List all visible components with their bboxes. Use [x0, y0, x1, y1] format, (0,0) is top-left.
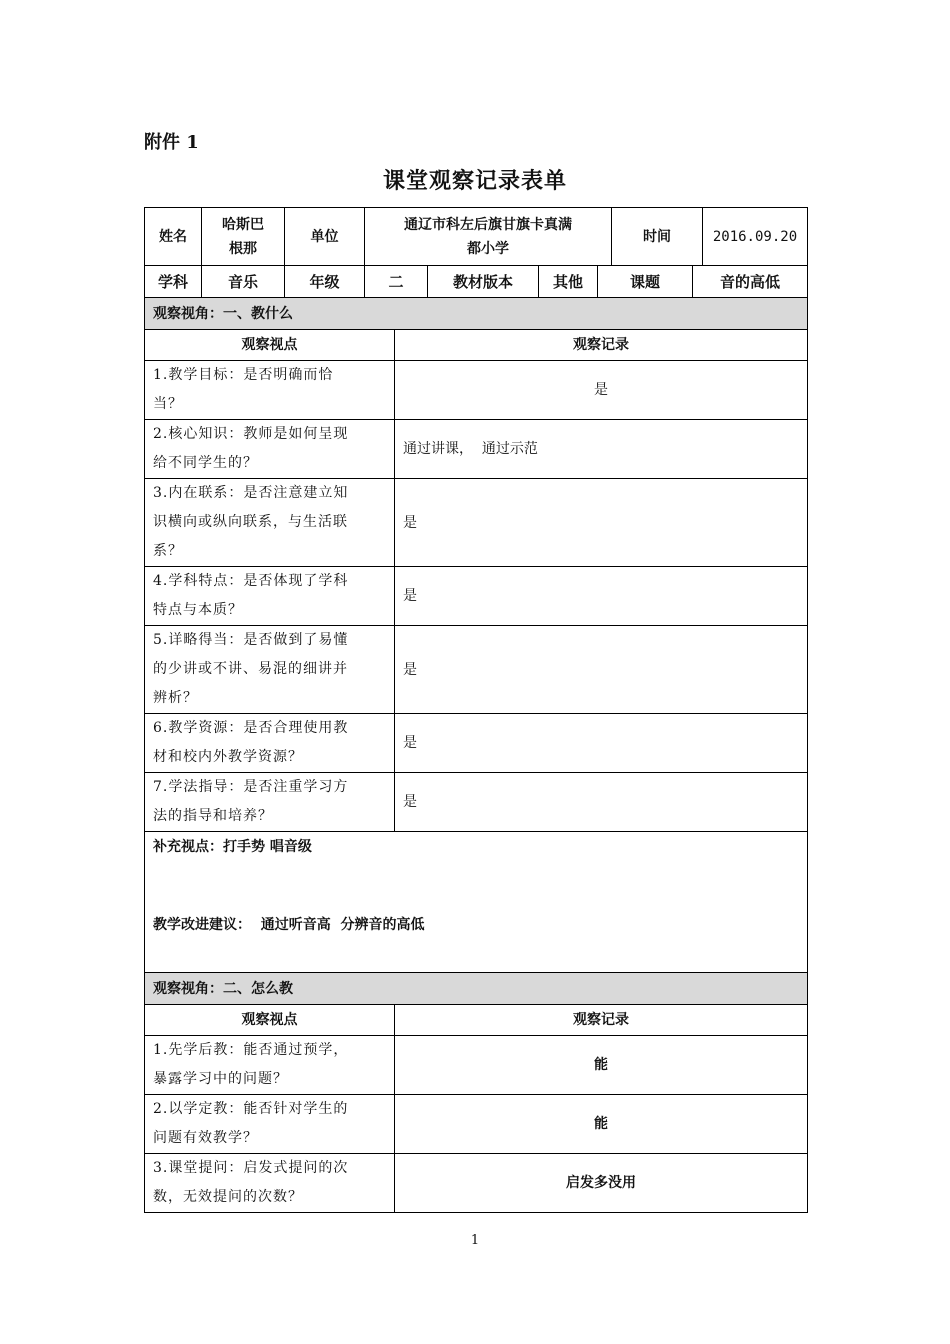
table-row [145, 1154, 808, 1213]
observation-record: 是 [395, 626, 808, 714]
unit-label: 单位 [285, 208, 365, 266]
section1-col-point: 观察视点 [145, 330, 395, 361]
time-value: 2016.09.20 [703, 208, 808, 266]
table-row [145, 714, 808, 773]
observation-record: 能 [395, 1095, 808, 1154]
observation-record: 通过讲课， 通过示范 [395, 420, 808, 479]
table-row [145, 361, 808, 420]
observation-point: 6.教学资源：是否合理使用教 材和校内外教学资源？ [145, 714, 395, 773]
observation-table [144, 297, 808, 1213]
supplement-text: 补充视点：打手势 唱音级 [153, 839, 312, 855]
time-label: 时间 [612, 208, 703, 266]
observation-point: 1.教学目标：是否明确而恰 当？ [145, 361, 395, 420]
grade-label: 年级 [285, 266, 365, 298]
unit-value: 通辽市科左后旗甘旗卡真满 都小学 [365, 208, 612, 266]
observation-point: 4.学科特点：是否体现了学科 特点与本质？ [145, 567, 395, 626]
observation-point: 1.先学后教：能否通过预学， 暴露学习中的问题？ [145, 1036, 395, 1095]
observation-point: 2.核心知识：教师是如何呈现 给不同学生的？ [145, 420, 395, 479]
observation-point: 7.学法指导：是否注重学习方 法的指导和培养？ [145, 773, 395, 832]
grade-value: 二 [365, 266, 428, 298]
document-title: 课堂观察记录表单 [382, 168, 567, 194]
section2-col-record: 观察记录 [395, 1005, 808, 1036]
textbook-label: 教材版本 [428, 266, 539, 298]
table-row [145, 420, 808, 479]
page-number: 1 [470, 1233, 480, 1248]
observation-point: 3.内在联系：是否注意建立知 识横向或纵向联系，与生活联 系？ [145, 479, 395, 567]
topic-value: 音的高低 [693, 266, 808, 298]
section1-col-record: 观察记录 [395, 330, 808, 361]
info-table-row2 [144, 265, 808, 298]
section2-col-point: 观察视点 [145, 1005, 395, 1036]
name-label: 姓名 [145, 208, 202, 266]
table-row [145, 773, 808, 832]
observation-record: 是 [395, 773, 808, 832]
section2-title: 观察视角：二、怎么教 [145, 973, 808, 1005]
observation-record: 是 [395, 479, 808, 567]
observation-record: 是 [395, 714, 808, 773]
observation-record: 启发多没用 [395, 1154, 808, 1213]
table-row [145, 567, 808, 626]
observation-point: 2.以学定教：能否针对学生的 问题有效教学？ [145, 1095, 395, 1154]
info-table [144, 207, 808, 266]
supplement-cell [145, 832, 808, 973]
attachment-label: 附件 1 [144, 132, 199, 153]
table-row [145, 626, 808, 714]
observation-point: 5.详略得当：是否做到了易懂 的少讲或不讲、易混的细讲并 辨析？ [145, 626, 395, 714]
observation-record: 能 [395, 1036, 808, 1095]
topic-label: 课题 [598, 266, 693, 298]
textbook-value: 其他 [539, 266, 598, 298]
subject-value: 音乐 [202, 266, 285, 298]
name-value: 哈斯巴 根那 [202, 208, 285, 266]
observation-record: 是 [395, 361, 808, 420]
table-row [145, 1036, 808, 1095]
table-row [145, 479, 808, 567]
suggestion-text: 教学改进建议： 通过听音高 分辨音的高低 [153, 917, 425, 933]
observation-point: 3.课堂提问：启发式提问的次 数，无效提问的次数？ [145, 1154, 395, 1213]
section1-title: 观察视角：一、教什么 [145, 298, 808, 330]
table-row [145, 1095, 808, 1154]
observation-record: 是 [395, 567, 808, 626]
subject-label: 学科 [145, 266, 202, 298]
